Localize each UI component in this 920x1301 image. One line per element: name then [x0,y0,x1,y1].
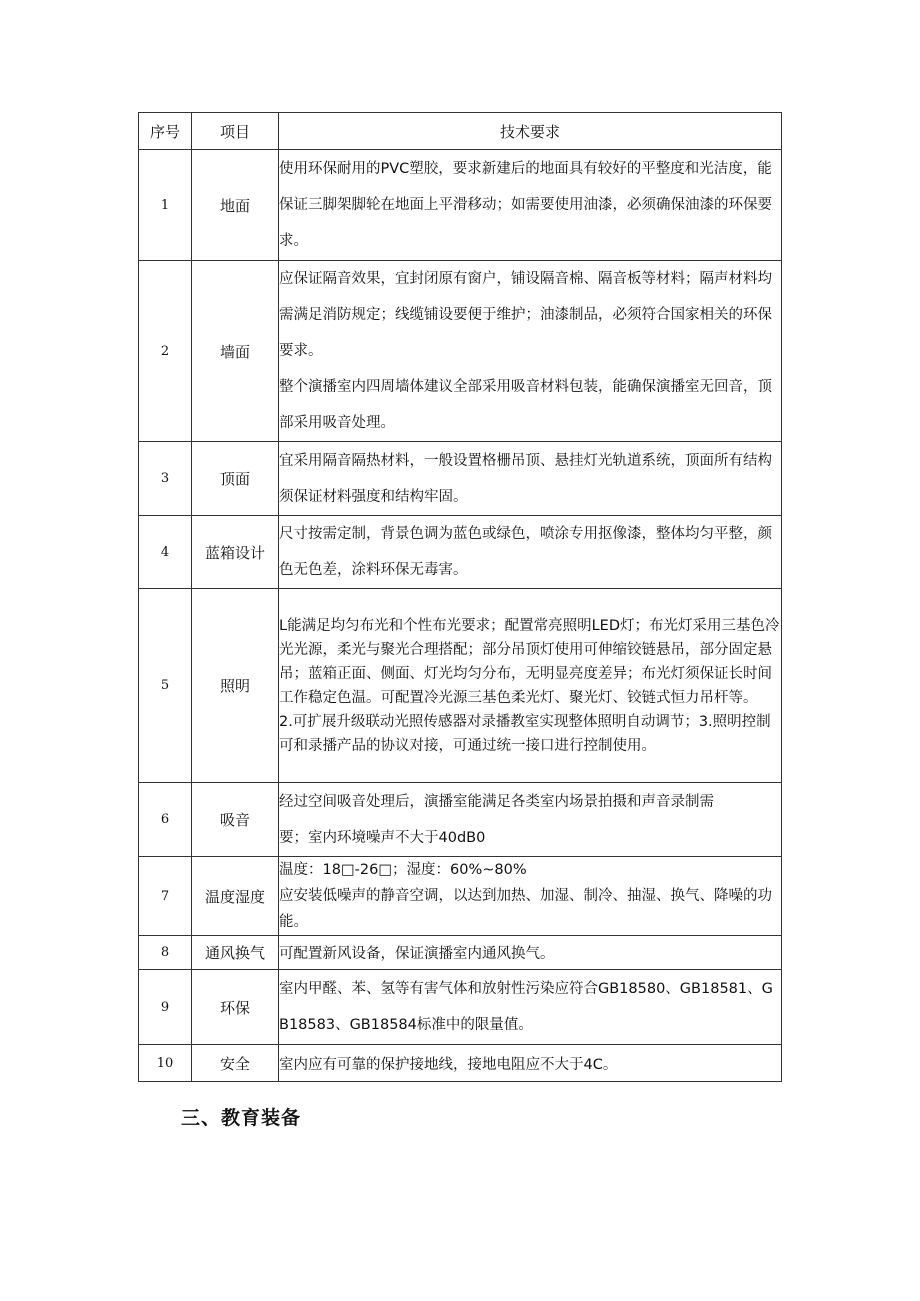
row-no: 4 [139,516,192,589]
row-item: 墙面 [192,261,279,442]
row-req [279,970,782,1045]
req-text: 要；室内环境噪声不大于40dB0 [279,829,486,846]
header-req: 技术要求 [279,113,782,150]
row-no: 8 [139,936,192,970]
req-text: 室内应有可靠的保护接地线，接地电阻应不大于4C。 [279,1056,618,1073]
req-text: 宜采用隔音隔热材料，一般设置格栅吊顶、悬挂灯光轨道系统，顶面所有结构须保证材料强度和结构牢固。 [279,452,772,505]
table-row [139,150,782,261]
row-no: 9 [139,970,192,1045]
req-text: 温度：18□-26□；湿度：60%~80% [279,862,527,878]
table-row [139,970,782,1045]
req-text: 尺寸按需定制，背景色调为蓝色或绿色，喷涂专用抠像漆，整体均匀平整，颜色无色差，涂料环保无毒害。 [279,526,772,578]
row-req [279,857,782,936]
header-no: 序号 [139,113,192,150]
row-req [279,783,782,857]
req-text: 室内甲醛、苯、氢等有害气体和放射性污染应符合GB18580、GB18581、GB18583、GB18584标准中的限量值。 [279,981,773,1033]
row-req [279,1045,782,1082]
table-row [139,442,782,516]
req-text: 经过空间吸音处理后，演播室能满足各类室内场景拍摄和声音录制需 [279,793,714,810]
row-req [279,589,782,783]
row-no: 10 [139,1045,192,1082]
row-item: 照明 [192,589,279,783]
req-text: L能满足均匀布光和个性布光要求；配置常亮照明LED灯；布光灯采用三基色冷光光源，柔光与聚光合理搭配；部分吊顶灯使用可伸缩铰链悬吊，部分固定悬吊；蓝箱正面、侧面、灯光均匀分布，无明显亮度差异；布光灯须保证长时间工作稳定色温。可配置冷光源三基色柔光灯、聚光灯、铰链式恒力吊杆等。 [279,617,780,706]
table-header-row [139,113,782,150]
row-req [279,442,782,516]
row-no: 5 [139,589,192,783]
row-no: 7 [139,857,192,936]
row-req [279,261,782,442]
req-text: 整个演播室内四周墙体建议全部采用吸音材料包装，能确保演播室无回音，顶部采用吸音处理。 [279,379,772,431]
row-item: 通风换气 [192,936,279,970]
table-row [139,516,782,589]
row-req [279,150,782,261]
row-item: 地面 [192,150,279,261]
table-row [139,857,782,936]
row-item: 温度湿度 [192,857,279,936]
table-row [139,936,782,970]
req-text: 使用环保耐用的PVC塑胶，要求新建后的地面具有较好的平整度和光洁度，能保证三脚架脚轮在地面上平滑移动；如需要使用油漆，必须确保油漆的环保要求。 [279,161,772,249]
req-text: 可配置新风设备，保证演播室内通风换气。 [279,946,555,962]
row-item: 环保 [192,970,279,1045]
row-no: 1 [139,150,192,261]
req-text: 应安装低噪声的静音空调，以达到加热、加湿、制冷、抽湿、换气、降噪的功能。 [279,888,772,930]
row-item: 吸音 [192,783,279,857]
header-item: 项目 [192,113,279,150]
table-row [139,1045,782,1082]
req-text: 应保证隔音效果，宜封闭原有窗户，铺设隔音棉、隔音板等材料；隔声材料均需满足消防规定；线缆铺设要便于维护；油漆制品，必须符合国家相关的环保要求。 [279,271,772,359]
row-no: 2 [139,261,192,442]
section-heading: 三、教育装备 [181,1107,302,1129]
row-item: 蓝箱设计 [192,516,279,589]
requirements-table [138,112,782,1082]
row-item: 安全 [192,1045,279,1082]
req-text: 2.可扩展升级联动光照传感器对录播教室实现整体照明自动调节；3.照明控制可和录播产品的协议对接，可通过统一接口进行控制使用。 [279,713,771,754]
table-row [139,589,782,783]
table-row [139,261,782,442]
row-no: 3 [139,442,192,516]
row-req [279,516,782,589]
row-item: 顶面 [192,442,279,516]
row-req [279,936,782,970]
table-row [139,783,782,857]
row-no: 6 [139,783,192,857]
